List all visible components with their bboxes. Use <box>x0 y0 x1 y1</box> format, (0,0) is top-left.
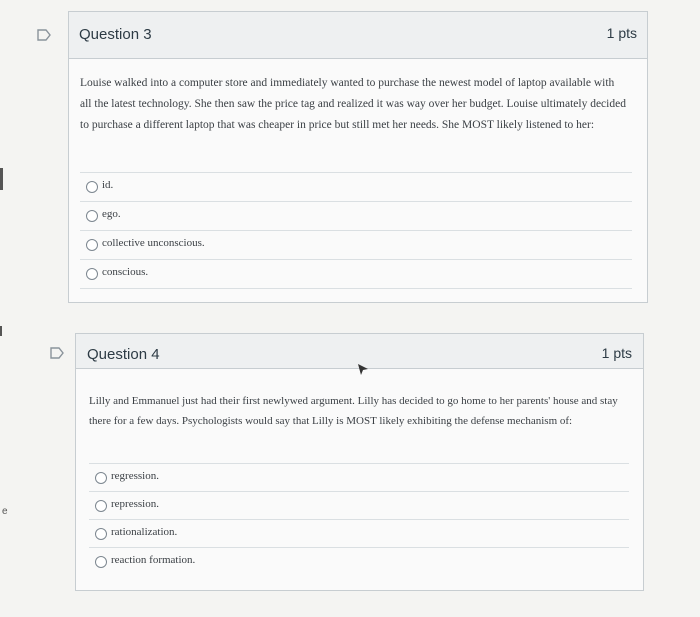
flag-question-icon[interactable] <box>50 347 64 359</box>
radio-button[interactable] <box>95 528 107 540</box>
radio-button[interactable] <box>86 181 98 193</box>
radio-button[interactable] <box>95 556 107 568</box>
question-text: Louise walked into a computer store and immediately wanted to purchase the newest model of laptop available with all the latest technology. She then saw the price tag and realized it was way over her budget. Louise ultimately decided to purchase a different laptop that was cheaper in price but still met her needs. She MOST likely listened to her: <box>80 77 626 131</box>
flag-question-icon[interactable] <box>37 29 51 41</box>
answer-label: ego. <box>102 208 121 220</box>
answer-option[interactable] <box>80 259 632 289</box>
answer-option[interactable] <box>89 491 629 519</box>
answer-option[interactable] <box>89 519 629 547</box>
question-header <box>69 12 647 59</box>
answer-label: regression. <box>111 470 159 482</box>
question-points: 1 pts <box>606 25 637 41</box>
radio-button[interactable] <box>86 239 98 251</box>
answer-label: rationalization. <box>111 526 178 538</box>
answer-label: reaction formation. <box>111 554 196 566</box>
answer-label: id. <box>102 179 114 191</box>
answer-label: collective unconscious. <box>102 237 205 249</box>
radio-button[interactable] <box>86 268 98 280</box>
radio-button[interactable] <box>86 210 98 222</box>
question-card-3 <box>68 11 648 303</box>
answer-option[interactable] <box>80 172 632 201</box>
answer-option[interactable] <box>80 230 632 259</box>
question-text: Lilly and Emmanuel just had their first newlywed argument. Lilly has decided to go home to her parents' house and stay there for a few days. Psychologists would say that Lilly is MOST likely exhibiting the defense mechanism of: <box>89 395 618 427</box>
answer-option[interactable] <box>89 547 629 575</box>
window-edge-mark-2 <box>0 326 2 336</box>
question-title: Question 3 <box>79 26 152 43</box>
window-edge-mark <box>0 168 3 190</box>
question-points: 1 pts <box>601 345 632 361</box>
mouse-cursor-icon <box>356 362 370 378</box>
answer-label: conscious. <box>102 266 149 278</box>
edge-text: e <box>2 506 8 517</box>
answer-option[interactable] <box>89 463 629 491</box>
question-title: Question 4 <box>87 346 160 363</box>
answer-label: repression. <box>111 498 159 510</box>
answer-option[interactable] <box>80 201 632 230</box>
radio-button[interactable] <box>95 472 107 484</box>
radio-button[interactable] <box>95 500 107 512</box>
